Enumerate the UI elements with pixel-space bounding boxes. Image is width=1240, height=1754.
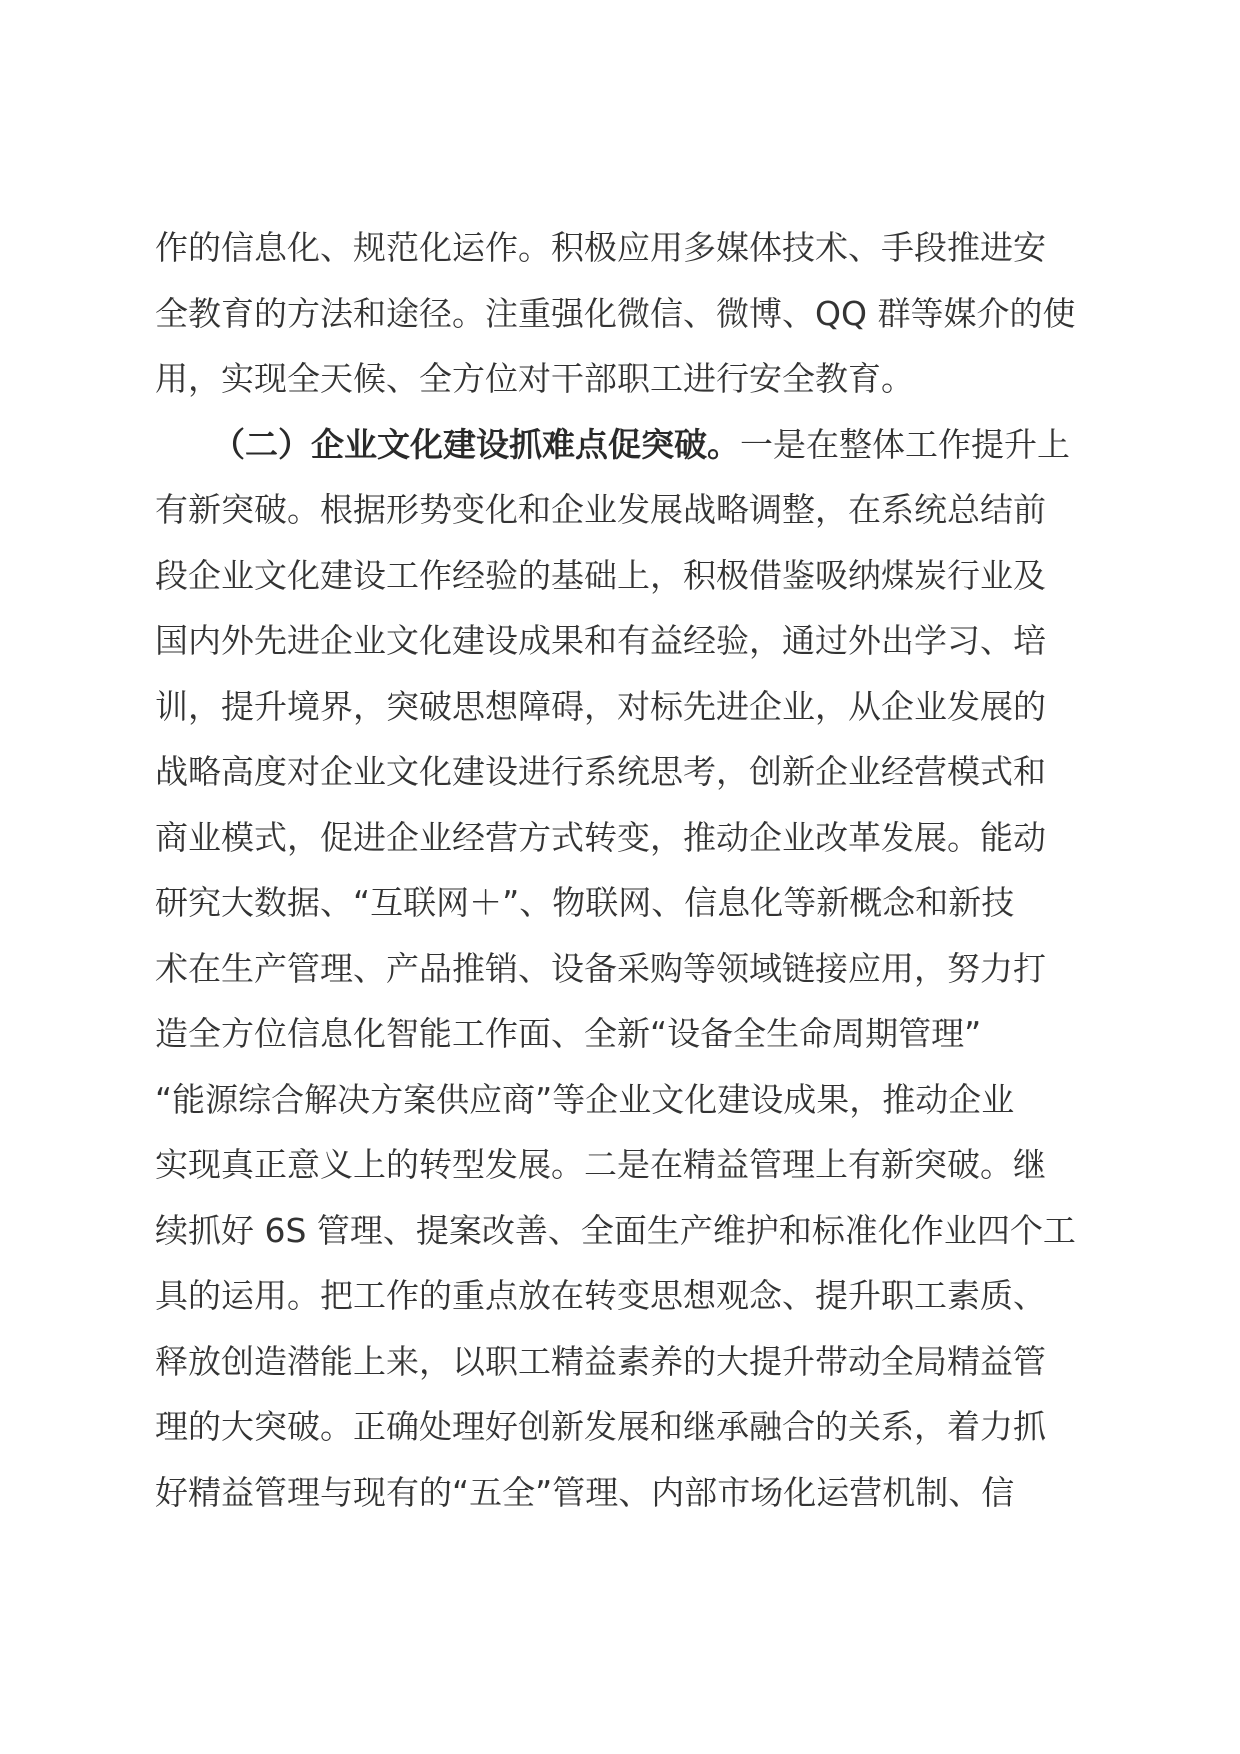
text-line: 用，实现全天候、全方位对干部职工进行安全教育。 — [155, 359, 914, 398]
text-line: 好精益管理与现有的“五全”管理、内部市场化运营机制、信 — [155, 1472, 1015, 1512]
section-heading-line — [155, 412, 1095, 478]
text-line: 训，提升境界，突破思想障碍，对标先进企业，从企业发展的 — [155, 686, 1046, 726]
text-line: 理的大突破。正确处理好创新发展和继承融合的关系，着力抓 — [155, 1407, 1046, 1446]
text-line: 国内外先进企业文化建设成果和有益经验，通过外出学习、培 — [155, 621, 1046, 660]
text-line: 研究大数据、“互联网＋”、物联网、信息化等新概念和新技 — [155, 883, 1015, 922]
section-heading: （二）企业文化建设抓难点促突破。 — [212, 424, 740, 464]
text-line: 战略高度对企业文化建设进行系统思考，创新企业经营模式和 — [155, 752, 1046, 791]
text-line: “能源综合解决方案供应商”等企业文化建设成果，推动企业 — [155, 1079, 1015, 1119]
text-line: 造全方位信息化智能工作面、全新“设备全生命周期管理” — [155, 1014, 982, 1053]
text-line: 实现真正意义上的转型发展。二是在精益管理上有新突破。继 — [155, 1145, 1046, 1184]
text-line: 续抓好 6S 管理、提案改善、全面生产维护和标准化作业四个工 — [155, 1210, 1076, 1250]
text-line: 段企业文化建设工作经验的基础上，积极借鉴吸纳煤炭行业及 — [155, 555, 1046, 595]
text-line: 有新突破。根据形势变化和企业发展战略调整，在系统总结前 — [155, 490, 1046, 529]
section-heading-text: 一是在整体工作提升上 — [740, 424, 1070, 464]
body-text — [155, 215, 1095, 1525]
text-line: 作的信息化、规范化运作。积极应用多媒体技术、手段推进安 — [155, 228, 1046, 267]
text-line: 具的运用。把工作的重点放在转变思想观念、提升职工素质、 — [155, 1276, 1046, 1315]
text-line: 术在生产管理、产品推销、设备采购等领域链接应用，努力打 — [155, 948, 1046, 988]
text-line: 释放创造潜能上来，以职工精益素养的大提升带动全局精益管 — [155, 1341, 1046, 1381]
text-line: 全教育的方法和途径。注重强化微信、微博、QQ 群等媒介的使 — [155, 293, 1076, 333]
text-line: 商业模式，促进企业经营方式转变，推动企业改革发展。能动 — [155, 817, 1046, 857]
